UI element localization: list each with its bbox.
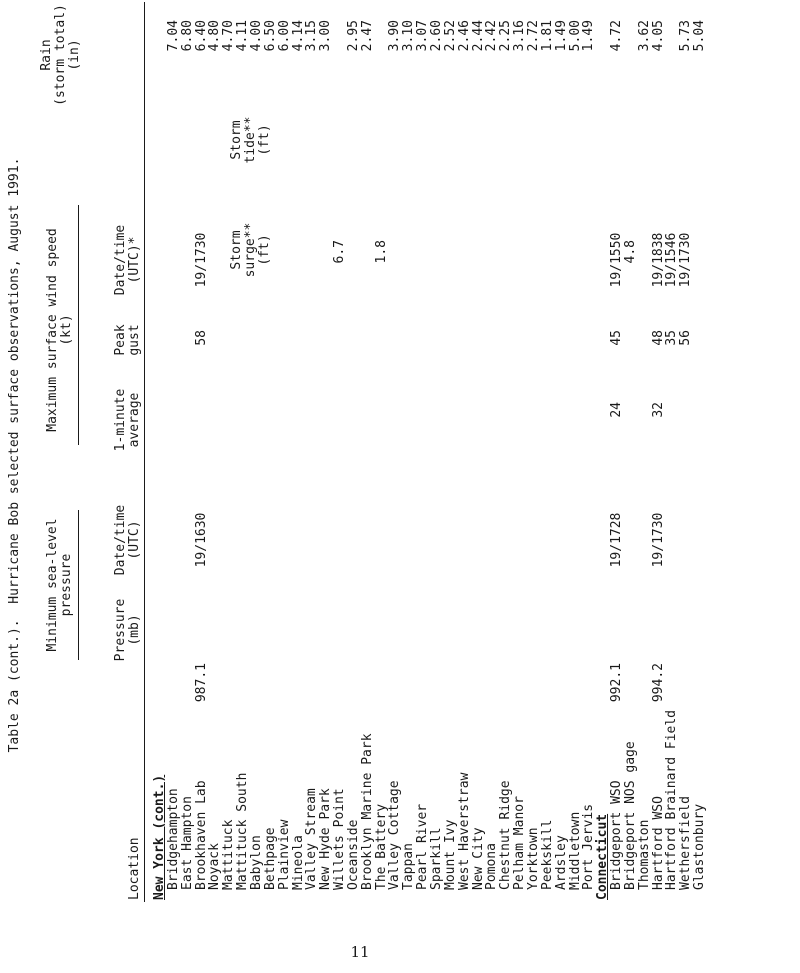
wind-average-cell: 32: [650, 402, 666, 418]
rain-cell: 2.47: [359, 20, 375, 52]
wind-gust-cell: 58: [193, 330, 209, 346]
location-cell: Pelham Manor: [512, 796, 528, 890]
rain-cell: 3.00: [318, 20, 334, 52]
section-header-row: [596, 0, 610, 910]
wind-datetime-header-line1: Date/time: [113, 224, 128, 296]
section-label: Connecticut: [595, 813, 611, 900]
header-bottom-rule: [144, 2, 145, 902]
table-row: [292, 0, 306, 910]
tide-header-line2: tide**: [243, 116, 258, 164]
table-row: [278, 0, 292, 910]
tide-header-line1: Storm: [229, 120, 244, 160]
table-row: [444, 0, 458, 910]
location-cell: Pomona: [484, 843, 500, 890]
rain-cell: 3.90: [387, 20, 403, 52]
table-row: [513, 0, 527, 910]
rain-cell: 6.80: [179, 20, 195, 52]
table-row: [610, 0, 624, 910]
table-row: [541, 0, 555, 910]
location-cell: Valley Stream: [304, 788, 320, 890]
location-cell: Tappan: [401, 843, 417, 890]
rain-cell: 2.25: [498, 20, 514, 52]
table-row: [361, 0, 375, 910]
location-cell: Brookhaven Lab: [193, 780, 209, 890]
page-number: 11: [350, 943, 370, 961]
surge-header-line2: surge**: [243, 222, 258, 278]
location-cell: Middletown: [567, 811, 583, 890]
wind-gust-cell: 56: [678, 330, 694, 346]
section-header-row: [153, 0, 167, 910]
location-cell: Willets Point: [332, 788, 348, 890]
table-row: [430, 0, 444, 910]
location-cell: Wethersfield: [678, 796, 694, 890]
rain-cell: 3.15: [304, 20, 320, 52]
rain-cell: 4.80: [207, 20, 223, 52]
location-cell: New Hyde Park: [318, 788, 334, 890]
pressure-header-line1: Pressure: [113, 598, 128, 662]
location-cell: Yorktown: [525, 827, 541, 890]
table-row: [388, 0, 402, 910]
location-cell: New City: [470, 827, 486, 890]
location-cell: Mount Ivy: [442, 819, 458, 890]
location-cell: Bridgeport WSO: [609, 780, 625, 890]
rain-cell: 5.04: [692, 20, 708, 52]
rain-cell: 1.49: [581, 20, 597, 52]
location-cell: Glastonbury: [692, 803, 708, 890]
pressure-datetime-cell: 19/1728: [609, 512, 625, 568]
wind-group-header-line2: (kt): [59, 314, 74, 346]
table-row: [236, 0, 250, 910]
location-cell: West Haverstraw: [456, 772, 472, 890]
location-cell: Sparkill: [429, 827, 444, 890]
rain-cell: 4.14: [290, 20, 306, 52]
location-cell: Bridgehampton: [165, 788, 181, 890]
rain-cell: 2.46: [456, 20, 472, 52]
table-row: [485, 0, 499, 910]
table-row: [693, 0, 707, 910]
surge-header-line1: Storm: [229, 230, 244, 270]
pressure-cell: 992.1: [609, 663, 625, 703]
table-row: [250, 0, 264, 910]
location-cell: Peekskill: [539, 819, 555, 890]
storm-surge-cell: 4.8: [622, 240, 638, 264]
rain-cell: 2.52: [442, 20, 458, 52]
pressure-group-rule: [78, 510, 79, 660]
wind-datetime-cell: 19/1546: [664, 232, 680, 288]
wind-gust-cell: 45: [609, 330, 625, 346]
pressure-group-header-line1: Minimum sea-level: [45, 518, 60, 652]
rain-cell: 7.04: [165, 20, 181, 52]
location-cell: Noyack: [207, 843, 223, 890]
rain-cell: 2.60: [429, 20, 444, 52]
table-row: [264, 0, 278, 910]
table-row: [638, 0, 652, 910]
table-row: [555, 0, 569, 910]
table-row: [582, 0, 596, 910]
wind-gust-header-line2: gust: [127, 324, 142, 356]
table-row: [527, 0, 541, 910]
location-cell: Mattituck South: [235, 772, 251, 890]
location-cell: Brooklyn Marine Park: [359, 733, 375, 890]
table-row: [305, 0, 319, 910]
wind-average-cell: 24: [609, 402, 625, 418]
table-row: [195, 0, 209, 910]
location-cell: Mattituck: [221, 819, 237, 890]
pressure-header-line2: (mb): [127, 614, 142, 646]
table-row: [569, 0, 583, 910]
table-row: [333, 0, 347, 910]
location-cell: Port Jervis: [581, 803, 597, 890]
table-row: [181, 0, 195, 910]
rain-cell: 5.00: [567, 20, 583, 52]
rain-cell: 6.50: [262, 20, 278, 52]
location-cell: Bethpage: [262, 827, 278, 890]
rain-header-line3: (in): [67, 39, 82, 71]
wind-datetime-cell: 19/1730: [193, 232, 209, 288]
wind-group-rule: [78, 205, 79, 445]
location-cell: Hartford Brainard Field: [664, 709, 680, 890]
rain-cell: 2.44: [470, 20, 486, 52]
location-cell: Valley Cottage: [387, 780, 403, 890]
rain-header-line2: (storm total): [53, 4, 68, 106]
location-cell: Plainview: [276, 819, 292, 890]
location-header: Location: [127, 837, 142, 900]
pressure-cell: 994.2: [650, 663, 666, 703]
location-cell: Pearl River: [415, 803, 431, 890]
table-row: [375, 0, 389, 910]
rain-cell: 4.72: [609, 20, 625, 52]
location-cell: Thomaston: [636, 819, 652, 890]
table-row: [167, 0, 181, 910]
wind-datetime-cell: 19/1838: [650, 232, 666, 288]
location-cell: Mineola: [290, 835, 306, 890]
rain-cell: 2.42: [484, 20, 500, 52]
rain-cell: 4.70: [221, 20, 237, 52]
table-row: [208, 0, 222, 910]
table-row: [458, 0, 472, 910]
table-row: [499, 0, 513, 910]
table-row: [347, 0, 361, 910]
wind-datetime-cell: 19/1730: [678, 232, 694, 288]
wind-datetime-header-line2: (UTC)*: [127, 236, 142, 284]
location-cell: Ardsley: [553, 835, 569, 890]
table-title: Table 2a (cont.). Hurricane Bob selected surface observations, August 1991.: [7, 157, 22, 753]
rain-cell: 6.40: [193, 20, 209, 52]
table-row: [319, 0, 333, 910]
rain-cell: 4.00: [248, 20, 264, 52]
rain-header-line1: Rain: [39, 39, 54, 71]
location-cell: Oceanside: [345, 819, 361, 890]
rain-cell: 3.62: [636, 20, 652, 52]
section-label: New York (cont.): [152, 774, 167, 900]
pressure-datetime-cell: 19/1630: [193, 512, 209, 568]
pressure-cell: 987.1: [193, 663, 209, 703]
pressure-datetime-header-line2: (UTC): [127, 520, 142, 560]
table-row: [665, 0, 679, 910]
wind-datetime-cell: 19/1550: [609, 232, 625, 288]
pressure-datetime-header-line1: Date/time: [113, 504, 128, 576]
tide-header-line3: (ft): [257, 124, 272, 156]
table-row: [679, 0, 693, 910]
location-cell: Chestnut Ridge: [498, 780, 514, 890]
storm-surge-cell: 6.7: [332, 240, 348, 264]
wind-average-header-line2: average: [127, 392, 142, 448]
table-row: [402, 0, 416, 910]
location-cell: Bridgeport NOS gage: [622, 741, 638, 890]
rain-cell: 3.10: [401, 20, 417, 52]
rain-cell: 1.81: [539, 20, 555, 52]
rain-cell: 5.73: [678, 20, 694, 52]
location-cell: East Hampton: [179, 796, 195, 890]
rain-cell: 2.95: [345, 20, 361, 52]
rain-cell: 3.07: [415, 20, 431, 52]
wind-group-header-line1: Maximum surface wind speed: [45, 228, 60, 432]
rain-cell: 3.16: [512, 20, 528, 52]
table-row: [416, 0, 430, 910]
location-cell: The Battery: [373, 803, 389, 890]
rain-cell: 4.11: [235, 20, 251, 52]
table-row: [624, 0, 638, 910]
wind-gust-cell: 48: [650, 330, 666, 346]
wind-gust-header-line1: Peak: [113, 324, 128, 356]
surge-header-line3: (ft): [257, 234, 272, 266]
storm-surge-cell: 1.8: [373, 240, 389, 264]
wind-gust-cell: 35: [664, 330, 680, 346]
rain-cell: 2.72: [525, 20, 541, 52]
pressure-group-header-line2: pressure: [59, 553, 74, 617]
location-cell: Hartford WSO: [650, 796, 666, 890]
rain-cell: 1.49: [553, 20, 569, 52]
table-row: [472, 0, 486, 910]
pressure-datetime-cell: 19/1730: [650, 512, 666, 568]
rain-cell: 6.00: [276, 20, 292, 52]
location-cell: Babylon: [248, 835, 264, 890]
rain-cell: 4.05: [650, 20, 666, 52]
wind-average-header-line1: 1-minute: [113, 388, 128, 452]
